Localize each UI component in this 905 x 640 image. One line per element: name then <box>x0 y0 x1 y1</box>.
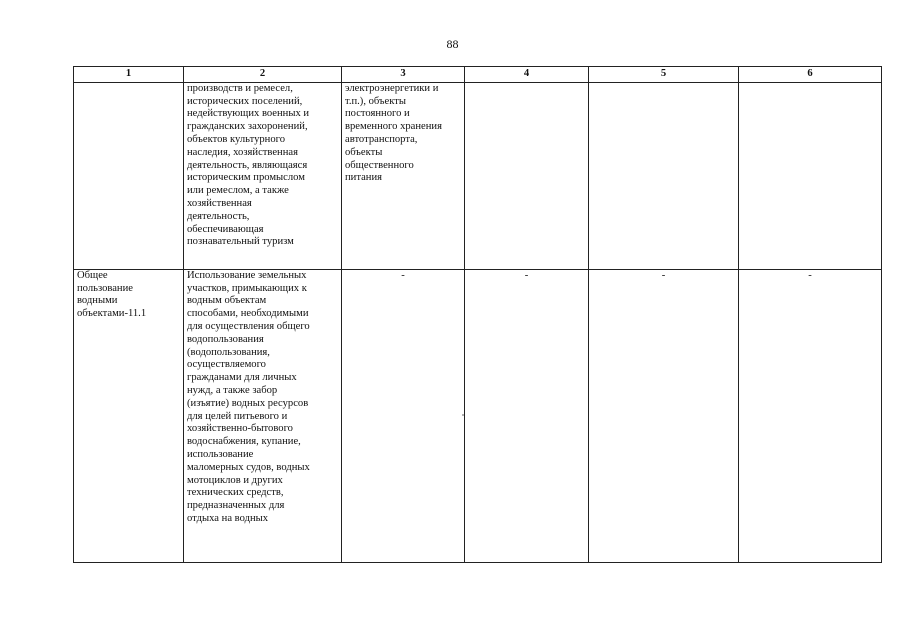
cell-text: Использование земельных участков, примыкающих к водным объектам способами, необходимыми для осуществления общего водопользования (водопользования, осуществляемого гражданами для личных нужд, а также забор (изъятие) водных ресурсов для целей питьевого и хозяйственно-бытового водоснабжения, купание, использование маломерных судов, водных мотоциклов и других технических средств, предназначенных для отдыха на водных <box>187 269 310 524</box>
table-cell <box>739 269 882 562</box>
table-cell <box>589 269 739 562</box>
cell-text: - <box>661 269 666 281</box>
table-cell <box>465 82 589 269</box>
table-cell <box>74 269 184 562</box>
column-header-5: 5 <box>589 67 739 83</box>
table-row <box>74 82 882 269</box>
column-header-3: 3 <box>342 67 465 83</box>
column-header-4: 4 <box>465 67 589 83</box>
page-number: 88 <box>446 37 459 51</box>
cell-text: - <box>401 269 405 281</box>
column-header-1: 1 <box>74 67 184 83</box>
table-cell <box>342 82 465 269</box>
cell-text: - <box>524 269 529 281</box>
column-header-2: 2 <box>184 67 342 83</box>
cell-text: производств и ремесел, исторических поселений, недействующих военных и гражданских захоронений, объектов культурного наследия, хозяйственная деятельность, являющаяся историческим промыслом или ремеслом, а также хозяйственная деятельность, обеспечивающая познавательный туризм <box>187 82 310 248</box>
land-use-table <box>73 66 882 563</box>
cell-text: - <box>808 269 812 281</box>
table-cell <box>342 269 465 562</box>
table-cell <box>184 82 342 269</box>
scan-speck <box>462 414 464 416</box>
table-cell <box>465 269 589 562</box>
table-row <box>74 269 882 562</box>
cell-text: Общее пользование водными объектами-11.1 <box>77 269 147 320</box>
table-cell <box>589 82 739 269</box>
table-header-row <box>74 67 882 83</box>
column-header-6: 6 <box>739 67 882 83</box>
table-cell <box>739 82 882 269</box>
cell-text: электроэнергетики и т.п.), объекты постоянного и временного хранения автотранспорта, объекты общественного питания <box>345 82 442 184</box>
table-cell <box>184 269 342 562</box>
table-cell <box>74 82 184 269</box>
